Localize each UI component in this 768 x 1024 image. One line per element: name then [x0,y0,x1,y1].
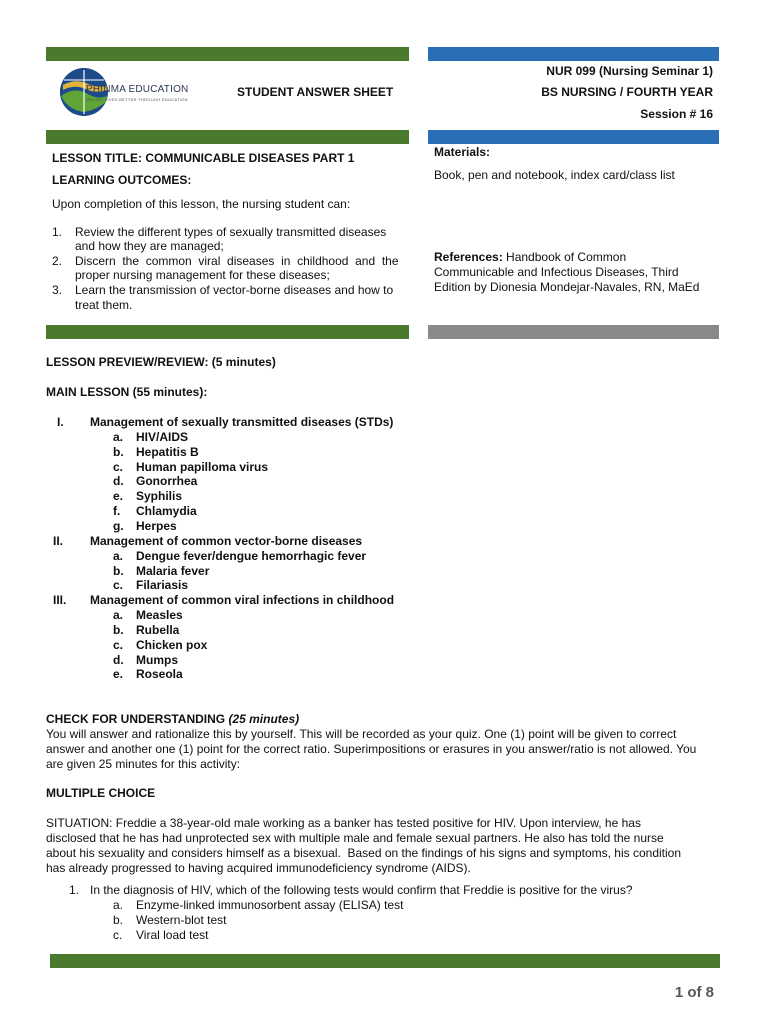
outline-item-letter: e. [113,667,124,682]
outcome-1-line1: Review the different types of sexually transmitted diseases [75,225,387,239]
check-duration: (25 minutes) [228,712,300,726]
outline-item-letter: b. [113,563,124,578]
outcome-3-line2: treat them. [75,298,133,312]
outline-item: Dengue fever/dengue hemorrhagic fever [136,548,367,563]
outline-section-1-num: I. [57,415,64,429]
page-number: 1 of 8 [674,984,714,1001]
references-line2: Communicable and Infectious Diseases, Third [434,265,679,279]
outcome-1-line2: and how they are managed; [75,239,224,253]
outline-item: Chicken pox [136,637,208,652]
main-lesson-heading: MAIN LESSON (55 minutes): [46,385,208,399]
situation-line-4: has already progressed to having acquired immunodeficiency syndrome (AIDS). [46,861,471,875]
outline-item: Roseola [136,667,183,682]
org-tagline: MAKING LIVES BETTER THROUGH EDUCATION [86,97,188,102]
outline-item-letter: e. [113,489,124,504]
references-label: References: [434,250,503,264]
header-bar-left [46,47,409,61]
outline-item: Mumps [136,652,178,667]
doc-type-title: STUDENT ANSWER SHEET [237,85,394,99]
multiple-choice-heading: MULTIPLE CHOICE [46,786,156,800]
outcomes-intro: Upon completion of this lesson, the nursing student can: [52,197,351,211]
outline-item: Rubella [136,622,180,637]
check-line-2: answer and another one (1) point for the correct ratio. Superimpositions or erasures in you answer/ratio is not allowed. You [46,742,697,756]
question-1-text: In the diagnosis of HIV, which of the following tests would confirm that Freddie is positive for the virus? [90,883,633,897]
section-bar-right [428,130,719,144]
outline-item: Syphilis [136,489,183,504]
header-bar-right [428,47,719,61]
choice-a-letter: a. [113,898,124,912]
outline-item-letter: f. [113,504,121,519]
outline-item-letter: d. [113,474,124,489]
outline-item: Measles [136,608,183,623]
lesson-title: LESSON TITLE: COMMUNICABLE DISEASES PART 1 [52,151,355,165]
choice-b-text: Western-blot test [136,913,227,927]
outline-item-letter: a. [113,608,124,623]
outline-item-letter: g. [113,518,124,533]
outline-item: Malaria fever [136,563,210,578]
check-line-3: are given 25 minutes for this activity: [46,757,241,771]
outline-item: HIV/AIDS [136,429,189,444]
section-bar-left [46,130,409,144]
choice-c-text: Viral load test [136,928,209,942]
outline-item: Human papilloma virus [136,459,269,474]
situation-line-1: SITUATION: Freddie a 38-year-old male working as a banker has tested positive for HIV. Upon interview, he has [46,816,641,830]
outcome-1-num: 1. [52,225,63,239]
divider-bar-left [46,325,409,339]
learning-outcomes-heading: LEARNING OUTCOMES: [52,173,192,187]
outline-item-letter: a. [113,429,124,444]
outline-item-letter: b. [113,622,124,637]
footer-bar [50,954,720,968]
outline-item-letter: c. [113,637,124,652]
choice-a-text: Enzyme-linked immunosorbent assay (ELISA) test [136,898,404,912]
situation-line-3: about his sexuality and considers himself as a bisexual. Based on the findings of his signs and symptoms, his condition [46,846,682,860]
outcome-3-num: 3. [52,283,63,297]
choice-c-letter: c. [113,928,123,942]
lesson-preview-heading: LESSON PREVIEW/REVIEW: (5 minutes) [46,355,276,369]
question-1-num: 1. [69,883,80,897]
outline-section-3-num: III. [53,593,67,608]
outcome-2-line2: proper nursing management for these diseases; [75,268,330,282]
outline-section-2-num: II. [53,533,64,548]
outline-item: Chlamydia [136,504,197,519]
outline-item-letter: a. [113,548,124,563]
materials-heading: Materials: [434,145,491,159]
check-line-1: You will answer and rationalize this by yourself. This will be recorded as your quiz. One (1) point will be given to correct [46,727,677,741]
check-heading [46,712,299,727]
outcome-2-line1: Discern the common viral diseases in childhood and the [75,254,399,268]
divider-bar-right [428,325,719,339]
course-code: NUR 099 (Nursing Seminar 1) [546,64,713,78]
choice-b-letter: b. [113,913,124,927]
outline-section-1-title: Management of sexually transmitted diseases (STDs) [90,415,394,429]
outcome-2-num: 2. [52,254,63,268]
outline-item-letter: d. [113,652,124,667]
references-line1 [434,250,626,265]
outline-section-2-title: Management of common vector-borne diseases [90,533,363,548]
outline-item-letter: c. [113,578,124,593]
outline-item-letter: c. [113,459,124,474]
outline-item: Gonorrhea [136,474,198,489]
outcome-3-line1: Learn the transmission of vector-borne diseases and how to [75,283,394,297]
materials-text: Book, pen and notebook, index card/class list [434,168,675,182]
program-year: BS NURSING / FOURTH YEAR [541,85,713,99]
situation-line-2: disclosed that he has had unprotected sex with multiple male and female sexual partners. He also has told the nurse [46,831,664,845]
outline-item-letter: b. [113,444,124,459]
session-number: Session # 16 [640,107,713,121]
references-line3: Edition by Dionesia Mondejar-Navales, RN, MaEd [434,280,700,294]
outline-item: Hepatitis B [136,444,199,459]
outline-item: Filariasis [136,578,189,593]
outline-item: Herpes [136,518,177,533]
outline-section-3-title: Management of common viral infections in childhood [90,593,395,608]
references-text-1: Handbook of Common [506,250,627,264]
check-heading-text: CHECK FOR UNDERSTANDING [46,712,226,726]
org-name: PHINMA EDUCATION [86,84,189,95]
